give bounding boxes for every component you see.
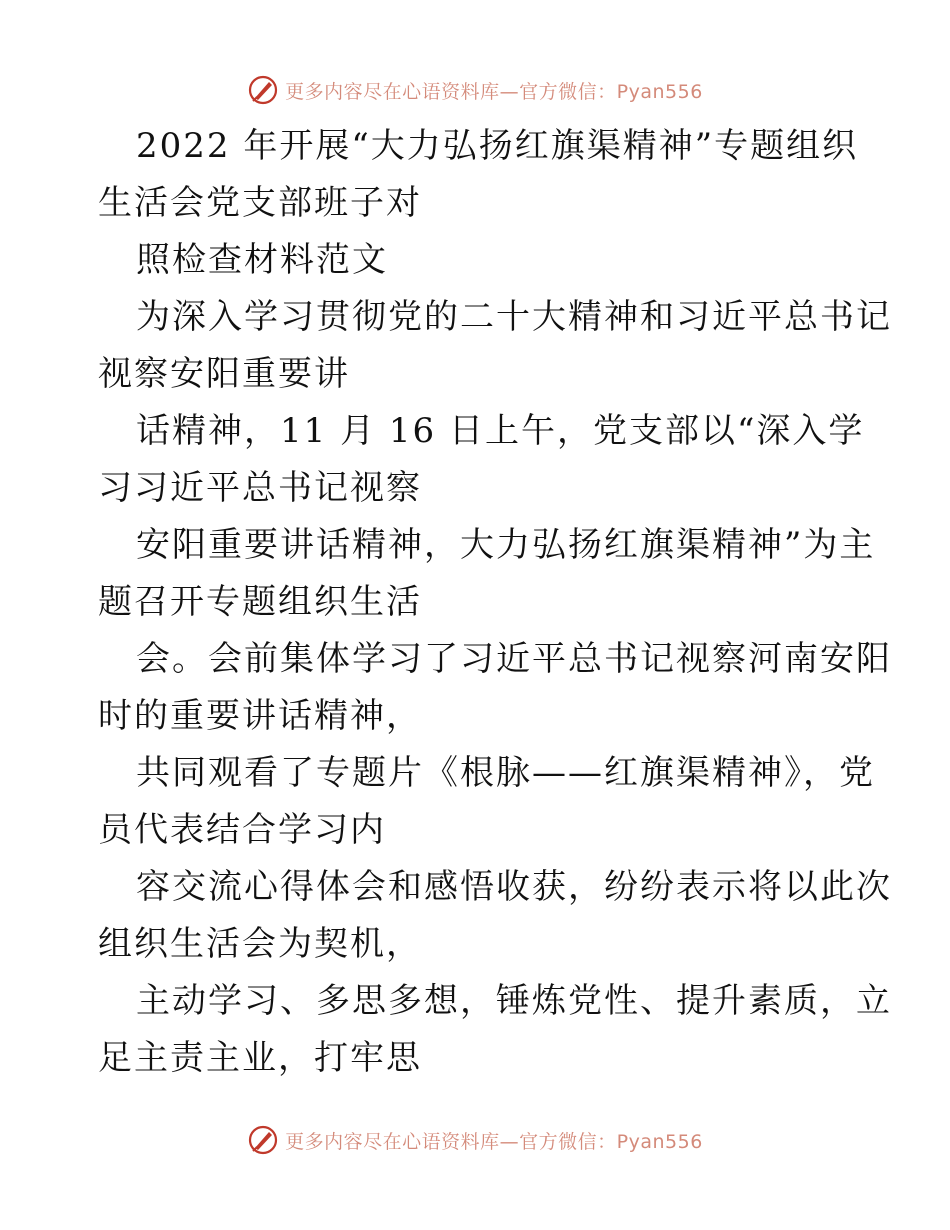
watermark-text: 更多内容尽在心语资料库—官方微信：Pyan556 [285, 1130, 703, 1153]
document-body [98, 118, 892, 1087]
text-line: 容交流心得体会和感悟收获，纷纷表示将以此次 [136, 867, 892, 907]
text-line: 组织生活会为契机， [98, 924, 422, 964]
text-line: 安阳重要讲话精神，大力弘扬红旗渠精神”为主 [136, 525, 876, 565]
text-line: 话精神，11 月 16 日上午，党支部以“深入学 [136, 411, 865, 451]
watermark-group [247, 74, 703, 106]
watermark-text: 更多内容尽在心语资料库—官方微信：Pyan556 [285, 80, 703, 103]
quill-logo-icon [247, 1124, 279, 1156]
text-line: 员代表结合学习内 [98, 810, 386, 850]
text-line: 会。会前集体学习了习近平总书记视察河南安阳 [136, 639, 892, 679]
text-line: 习习近平总书记视察 [98, 468, 422, 508]
text-line: 照检查材料范文 [136, 240, 388, 280]
text-line: 足主责主业，打牢思 [98, 1038, 422, 1078]
text-line: 2022 年开展“大力弘扬红旗渠精神”专题组织 [136, 126, 859, 166]
text-line: 共同观看了专题片《根脉——红旗渠精神》，党 [136, 753, 875, 793]
header-watermark [0, 70, 950, 110]
text-line: 时的重要讲话精神， [98, 696, 422, 736]
text-line: 题召开专题组织生活 [98, 582, 422, 622]
text-line: 视察安阳重要讲 [98, 354, 350, 394]
quill-logo-icon [247, 74, 279, 106]
watermark-group [247, 1124, 703, 1156]
text-line: 为深入学习贯彻党的二十大精神和习近平总书记 [136, 297, 892, 337]
footer-watermark [0, 1120, 950, 1160]
text-line: 生活会党支部班子对 [98, 183, 422, 223]
text-line: 主动学习、多思多想，锤炼党性、提升素质，立 [136, 981, 892, 1021]
